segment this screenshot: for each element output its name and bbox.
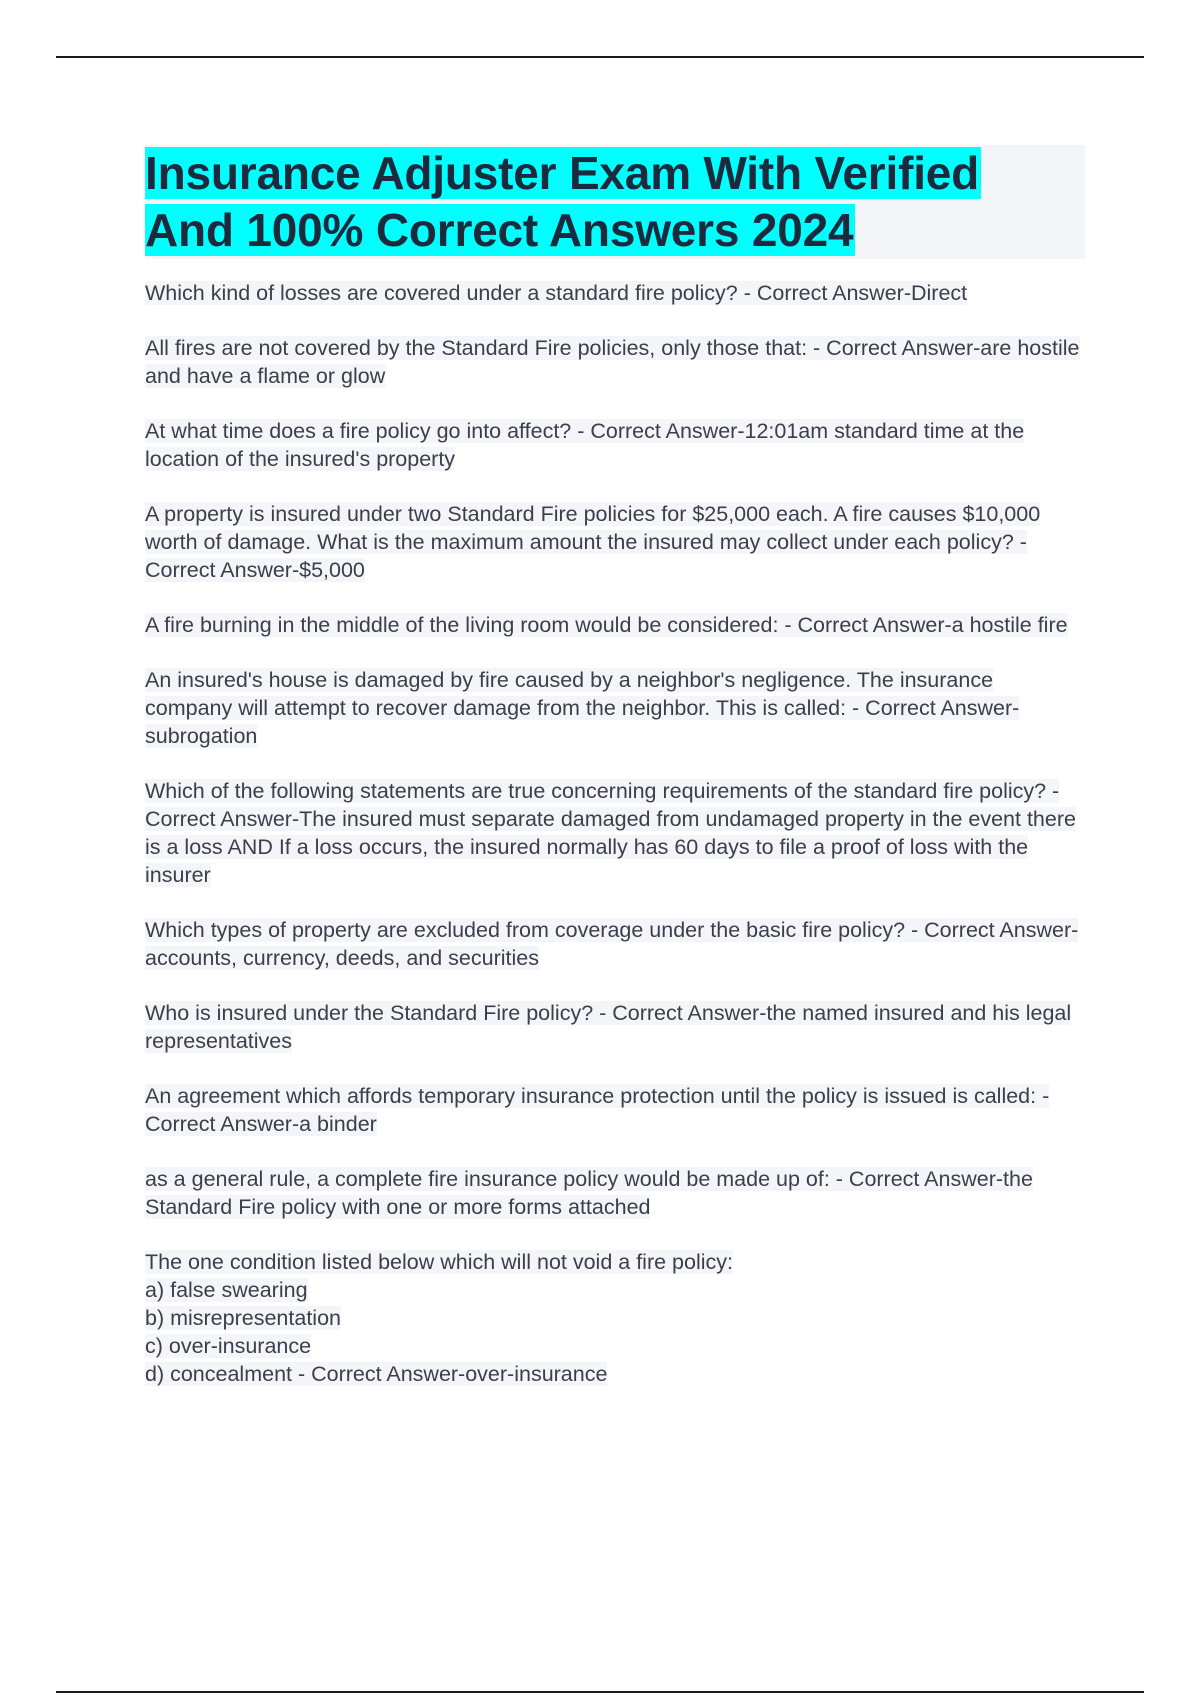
qa-item (145, 279, 1085, 307)
qa-item (145, 666, 1085, 750)
qa-item (145, 417, 1085, 473)
option-d: d) concealment - Correct Answer-over-insurance (145, 1362, 608, 1386)
qa-item (145, 611, 1085, 639)
qa-text: A fire burning in the middle of the living room would be considered: - Correct Answer-a hostile fire (145, 613, 1068, 637)
qa-item (145, 1082, 1085, 1138)
qa-text: Who is insured under the Standard Fire policy? - Correct Answer-the named insured and his legal representatives (145, 1001, 1072, 1053)
qa-text: Which kind of losses are covered under a standard fire policy? - Correct Answer-Direct (145, 281, 968, 305)
top-rule (56, 56, 1144, 58)
qa-item (145, 500, 1085, 584)
title-line-1: Insurance Adjuster Exam With Verified (145, 147, 980, 199)
qa-item (145, 334, 1085, 390)
qa-list (145, 279, 1085, 1388)
qa-item (145, 999, 1085, 1055)
qa-text: A property is insured under two Standard Fire policies for $25,000 each. A fire causes $10,000 worth of damage. What is the maximum amount the insured may collect under each policy? - Correct Answer-$5,000 (145, 502, 1041, 582)
question-stem: The one condition listed below which will not void a fire policy: (145, 1250, 733, 1274)
qa-text: Which of the following statements are true concerning requirements of the standard fire policy? - Correct Answer-The insured must separate damaged from undamaged property in the event there is a loss AND If a loss occurs, the insured normally has 60 days to file a proof of loss with the insurer (145, 779, 1076, 887)
qa-text: At what time does a fire policy go into affect? - Correct Answer-12:01am standard time at the location of the insured's property (145, 419, 1025, 471)
option-c: c) over-insurance (145, 1334, 312, 1358)
qa-text: An insured's house is damaged by fire caused by a neighbor's negligence. The insurance company will attempt to recover damage from the neighbor. This is called: - Correct Answer-subrogation (145, 668, 1020, 748)
qa-text: as a general rule, a complete fire insurance policy would be made up of: - Correct Answer-the Standard Fire policy with one or more forms attached (145, 1167, 1033, 1219)
qa-item (145, 1165, 1085, 1221)
title-block (145, 145, 1085, 259)
qa-text: An agreement which affords temporary insurance protection until the policy is issued is called: - Correct Answer-a binder (145, 1084, 1050, 1136)
title-line-2: And 100% Correct Answers 2024 (145, 204, 854, 256)
option-a: a) false swearing (145, 1278, 308, 1302)
qa-item (145, 916, 1085, 972)
option-b: b) misrepresentation (145, 1306, 341, 1330)
qa-text: All fires are not covered by the Standard Fire policies, only those that: - Correct Answer-are hostile and have a flame or glow (145, 336, 1080, 388)
qa-item-multiple-choice (145, 1248, 1085, 1388)
bottom-rule (56, 1691, 1144, 1693)
page-title (145, 145, 1085, 259)
qa-text: Which types of property are excluded from coverage under the basic fire policy? - Correct Answer-accounts, currency, deeds, and securities (145, 918, 1079, 970)
qa-item (145, 777, 1085, 889)
document-body (145, 145, 1085, 1415)
